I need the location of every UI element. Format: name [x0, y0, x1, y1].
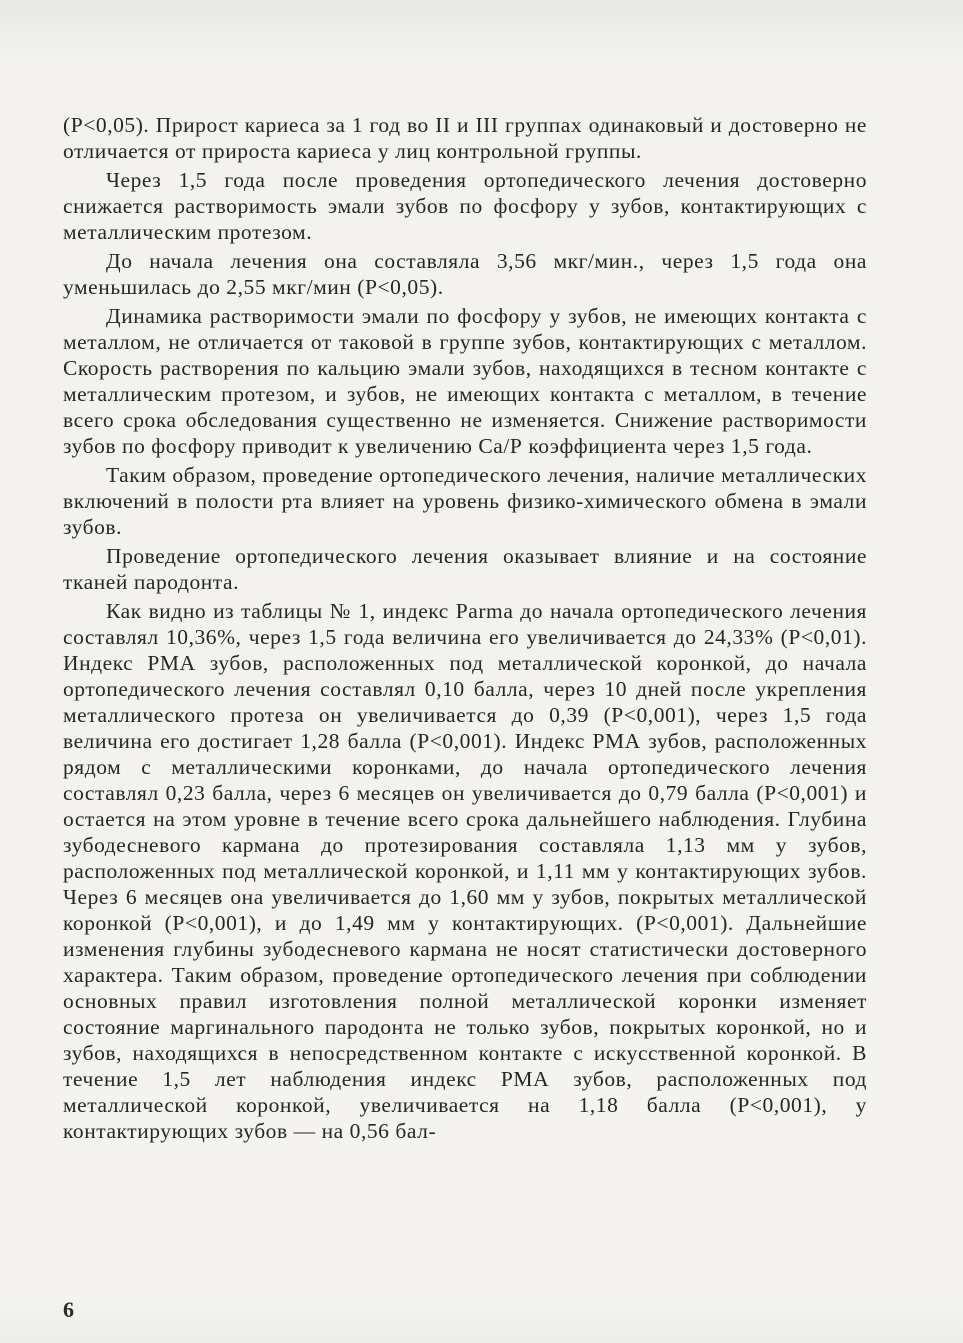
paragraph-2: Через 1,5 года после проведения ортопедического лечения достоверно снижается растворимость эмали зубов по фосфору у зубов, контактирующих с металлическим протезом. — [63, 168, 867, 244]
paragraph-1: (Р<0,05). Прирост кариеса за 1 год во II и III группах одинаковый и достоверно не отличается от прироста кариеса у лиц контрольной группы. — [63, 113, 867, 163]
paragraph-7: Как видно из таблицы № 1, индекс Parma до начала ортопедического лечения составлял 10,36%, через 1,5 года величина его увеличивается до 24,33% (Р<0,01). Индекс РМА зубов, расположенных под металлической коронкой, до начала ортопедического лечения составлял 0,10 балла, через 10 дней после укрепления металлического протеза он увеличивается до 0,39 (Р<0,001), через 1,5 года величина его достигает 1,28 балла (Р<0,001). Индекс РМА зубов, расположенных рядом с металлическими коронками, до начала ортопедического лечения составлял 0,23 балла, через 6 месяцев он увеличивается до 0,79 балла (Р<0,001) и остается на этом уровне в течение всего срока дальнейшего наблюдения. Глубина зубодесневого кармана до протезирования составляла 1,13 мм у зубов, расположенных под металлической коронкой, и 1,11 мм у контактирующих зубов. Через 6 месяцев она увеличивается до 1,60 мм у зубов, покрытых металлической коронкой (Р<0,001), и до 1,49 мм у контактирующих. (Р<0,001). Дальнейшие изменения глубины зубодесневого кармана не носят статистически достоверного характера. Таким образом, проведение ортопедического лечения при соблюдении основных правил изготовления полной металлической коронки изменяет состояние маргинального пародонта не только зубов, покрытых коронкой, но и зубов, находящихся в непосредственном контакте с искусственной коронкой. В течение 1,5 лет наблюдения индекс РМА зубов, расположенных под металлической коронкой, увеличивается на 1,18 балла (Р<0,001), у контактирующих зубов — на 0,56 бал- — [63, 599, 867, 1143]
paragraph-5: Таким образом, проведение ортопедического лечения, наличие металлических включений в полости рта влияет на уровень физико-химического обмена в эмали зубов. — [63, 463, 867, 539]
page-number: 6 — [63, 1297, 74, 1322]
body-text — [63, 112, 867, 1147]
paragraph-6: Проведение ортопедического лечения оказывает влияние и на состояние тканей пародонта. — [63, 544, 867, 594]
paragraph-3: До начала лечения она составляла 3,56 мкг/мин., через 1,5 года она уменьшилась до 2,55 мкг/мин (Р<0,05). — [63, 249, 867, 299]
paragraph-4: Динамика растворимости эмали по фосфору у зубов, не имеющих контакта с металлом, не отличается от таковой в группе зубов, контактирующих с металлом. Скорость растворения по кальцию эмали зубов, находящихся в тесном контакте с металлическим протезом, и зубов, не имеющих контакта с металлом, в течение всего срока обследования существенно не изменяется. Снижение растворимости зубов по фосфору приводит к увеличению Са/Р коэффициента через 1,5 года. — [63, 304, 867, 458]
